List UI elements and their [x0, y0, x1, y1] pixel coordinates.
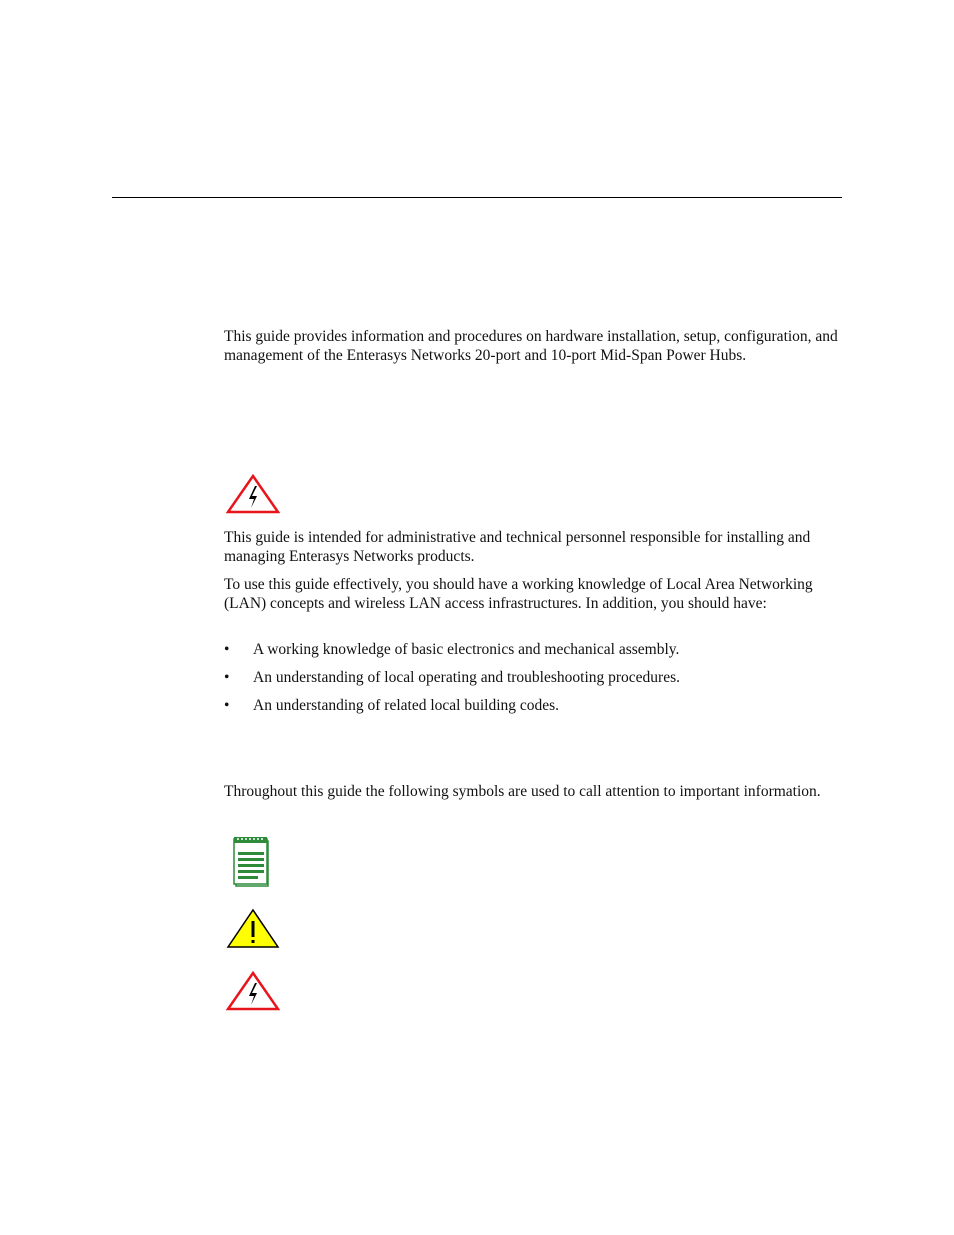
electrical-hazard-icon	[226, 474, 280, 514]
bullet-icon: •	[224, 641, 230, 658]
electrical-hazard-icon	[226, 971, 280, 1011]
bullet-icon: •	[224, 669, 230, 686]
caution-icon	[226, 908, 280, 950]
header-rule	[112, 197, 842, 198]
conventions-paragraph: Throughout this guide the following symbols are used to call attention to important information.	[224, 783, 821, 800]
audience-paragraph-1: This guide is intended for administrative and technical personnel responsible for installing and managing Enterasys Networks products.	[224, 529, 811, 565]
note-pad-icon	[233, 836, 271, 888]
bullet-icon: •	[224, 697, 230, 714]
intro-paragraph: This guide provides information and procedures on hardware installation, setup, configuration, and management of the Enterasys Networks 20-port and 10-port Mid-Span Power Hubs.	[224, 328, 838, 364]
audience-paragraph-2: To use this guide effectively, you should have a working knowledge of Local Area Networking (LAN) concepts and wireless LAN access infrastructures. In addition, you should have:	[224, 576, 813, 612]
